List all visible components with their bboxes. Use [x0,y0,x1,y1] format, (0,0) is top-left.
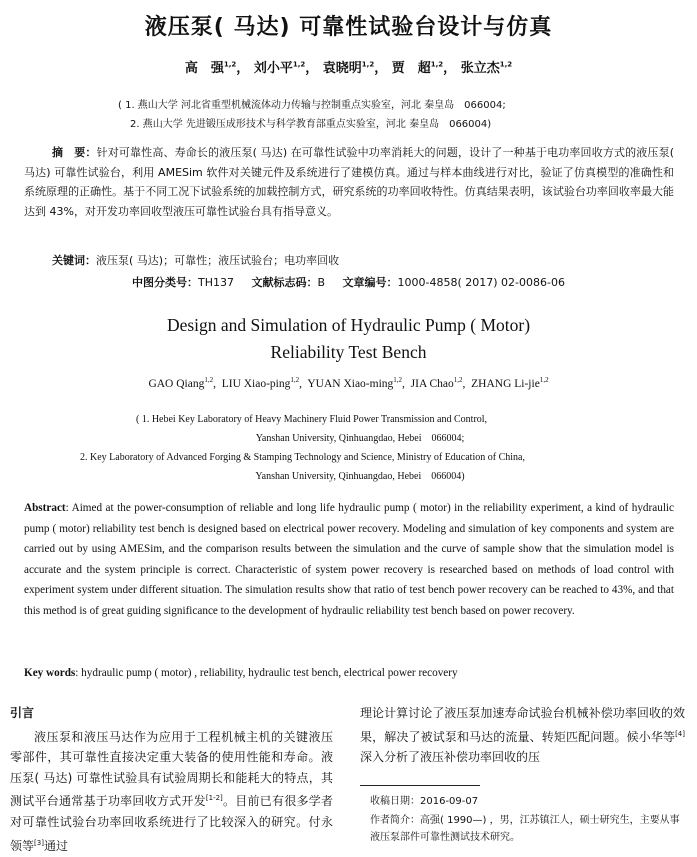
document-code-value: B [317,276,326,289]
author-name: 袁晓明 [322,61,362,76]
keywords-text: 液压泵( 马达)；可靠性；液压试验台；电功率回收 [96,254,340,267]
citation: [1-2] [205,794,223,803]
section-heading: 引言 [10,706,35,720]
english-title-line2: Reliability Test Bench [270,342,427,362]
class-number-value: TH137 [197,276,234,289]
chinese-keywords [52,252,339,268]
author-bio: 作者简介：高强( 1990—) ，男，江苏镇江人，硕士研究生，主要从事液压泵部件可靠性测试技术研究。 [370,815,680,843]
affiliation-line: ( 1. Hebei Key Laboratory of Heavy Machinery Fluid Power Transmission and Control, [136,414,488,425]
affiliation-line: Yanshan University, Qinhuangdao, Hebei 066004; [255,433,465,444]
author-name: 高 强 [184,61,224,76]
author-name: JIA Chao [410,377,454,390]
english-affiliation-1 [80,410,640,448]
affiliation-line: Yanshan University, Qinhuangdao, Hebei 066004) [255,471,465,482]
class-number-label: 中图分类号： [131,276,198,289]
english-title [0,312,697,366]
english-title-line1: Design and Simulation of Hydraulic Pump ( Motor) [166,315,531,335]
citation: [4] [675,729,685,738]
abstract-label: Abstract [24,502,66,514]
article-number-value: 1000-4858( 2017) 02-0086-06 [397,276,565,289]
chinese-affiliation-1: ( 1. 燕山大学 河北省重型机械流体动力传输与控制重点实验室，河北 秦皇岛 066004; [118,100,506,111]
keywords-label: Key words [24,667,76,679]
english-author-list: GAO Qiang$^{1,2}$, LIU Xiao-ping$^{1,2}$, YUAN Xiao-ming$^{1,2}$, JIA Chao$^{1,2}$, ZHANG Li-jie$^{1,2}$ [148,376,549,390]
body-paragraph: 理论计算讨论了液压泵加速寿命试验台机械补偿功率回收的效果，解决了被试泵和马达的流量、转矩匹配问题。候小华等[4]深入分析了液压补偿功率回收的压 [360,706,685,765]
abstract-label: 摘 要： [52,146,97,159]
article-number-label: 文章编号： [342,276,398,289]
abstract-text: : Aimed at the power-consumption of reliable and long life hydraulic pump ( motor) in the reliability experiment, a kind of hydraulic pump ( motor) reliability test bench is designed based on electrical power recovery. Modeling and simulation of key components and system are carried out by using AMESim, and the comparison results between the simulation and the curve of sample show that the simulation model is accurate and the system principle is correct. Characteristic of system power recovery is researched based on methods of load control with experiment system under different situation. The simulation results show that ratio of test bench power recovery can be reached to 43%, and that this method is of great guiding significance to the development of hydraulic reliability test bench based on power recovery. [24,502,674,617]
english-affiliation-2 [80,448,640,486]
chinese-affiliation-2: 2. 燕山大学 先进锻压成形技术与科学教育部重点实验室，河北 秦皇岛 066004) [130,119,492,130]
chinese-abstract [24,143,674,221]
english-keywords [24,667,458,679]
author-name: 张立杰 [460,61,500,76]
author-name: ZHANG Li-jie [471,377,540,390]
author-name: YUAN Xiao-ming [307,377,394,390]
abstract-text: 针对可靠性高、寿命长的液压泵( 马达) 在可靠性试验中功率消耗大的问题，设计了一种基于电功率回收方式的液压泵( 马达) 可靠性试验台，利用 AMESim 软件对关键元件及系统进行了建模仿真。通过与样本曲线进行对比，验证了仿真模型的准确性和系统原理的正确性。基于不同工况下试验系统的加载控制方式，研究系统的功率回收特性。仿真结果表明，该试验台功率回收率最大能达到 43%，对开发功率回收型液压可靠性试验台具有指导意义。 [24,146,675,218]
author-name: 贾 超 [391,61,431,76]
body-left-column [10,703,333,856]
keywords-label: 关键词： [52,254,96,267]
keywords-text: : hydraulic pump ( motor) , reliability, hydraulic test bench, electrical power recovery [75,667,458,679]
classification-line [0,274,697,290]
document-code-label: 文献标志码： [251,276,318,289]
body-right-column [360,703,685,768]
body-paragraph: 液压泵和液压马达作为应用于工程机械主机的关键液压零部件，其可靠性直接决定重大装备的使用性能和寿命。液压泵( 马达) 可靠性试验具有试验周期长和能耗大的特点，其测试平台通常基于功率回收方式开发[1-2]。目前已有很多学者对可靠性试验台功率回收系统进行了比较深入的研究。付永领等[3]通过 [10,729,333,853]
chinese-title: 液压泵( 马达) 可靠性试验台设计与仿真 [144,15,553,40]
affiliation-line: 2. Key Laboratory of Advanced Forging & Stamping Technology and Science, Ministry of Education of China, [80,452,525,463]
received-date: 收稿日期：2016-09-07 [370,796,479,807]
author-name: LIU Xiao-ping [221,377,291,390]
footnote-divider [360,785,480,786]
chinese-author-list: 高 强$^{1,2}$， 刘小平$^{1,2}$， 袁晓明$^{1,2}$， 贾 超$^{1,2}$， 张立杰$^{1,2}$ [184,60,513,76]
citation: [3] [34,838,44,847]
author-name: 刘小平 [253,61,293,76]
author-name: GAO Qiang [148,377,205,390]
english-abstract [24,498,674,621]
